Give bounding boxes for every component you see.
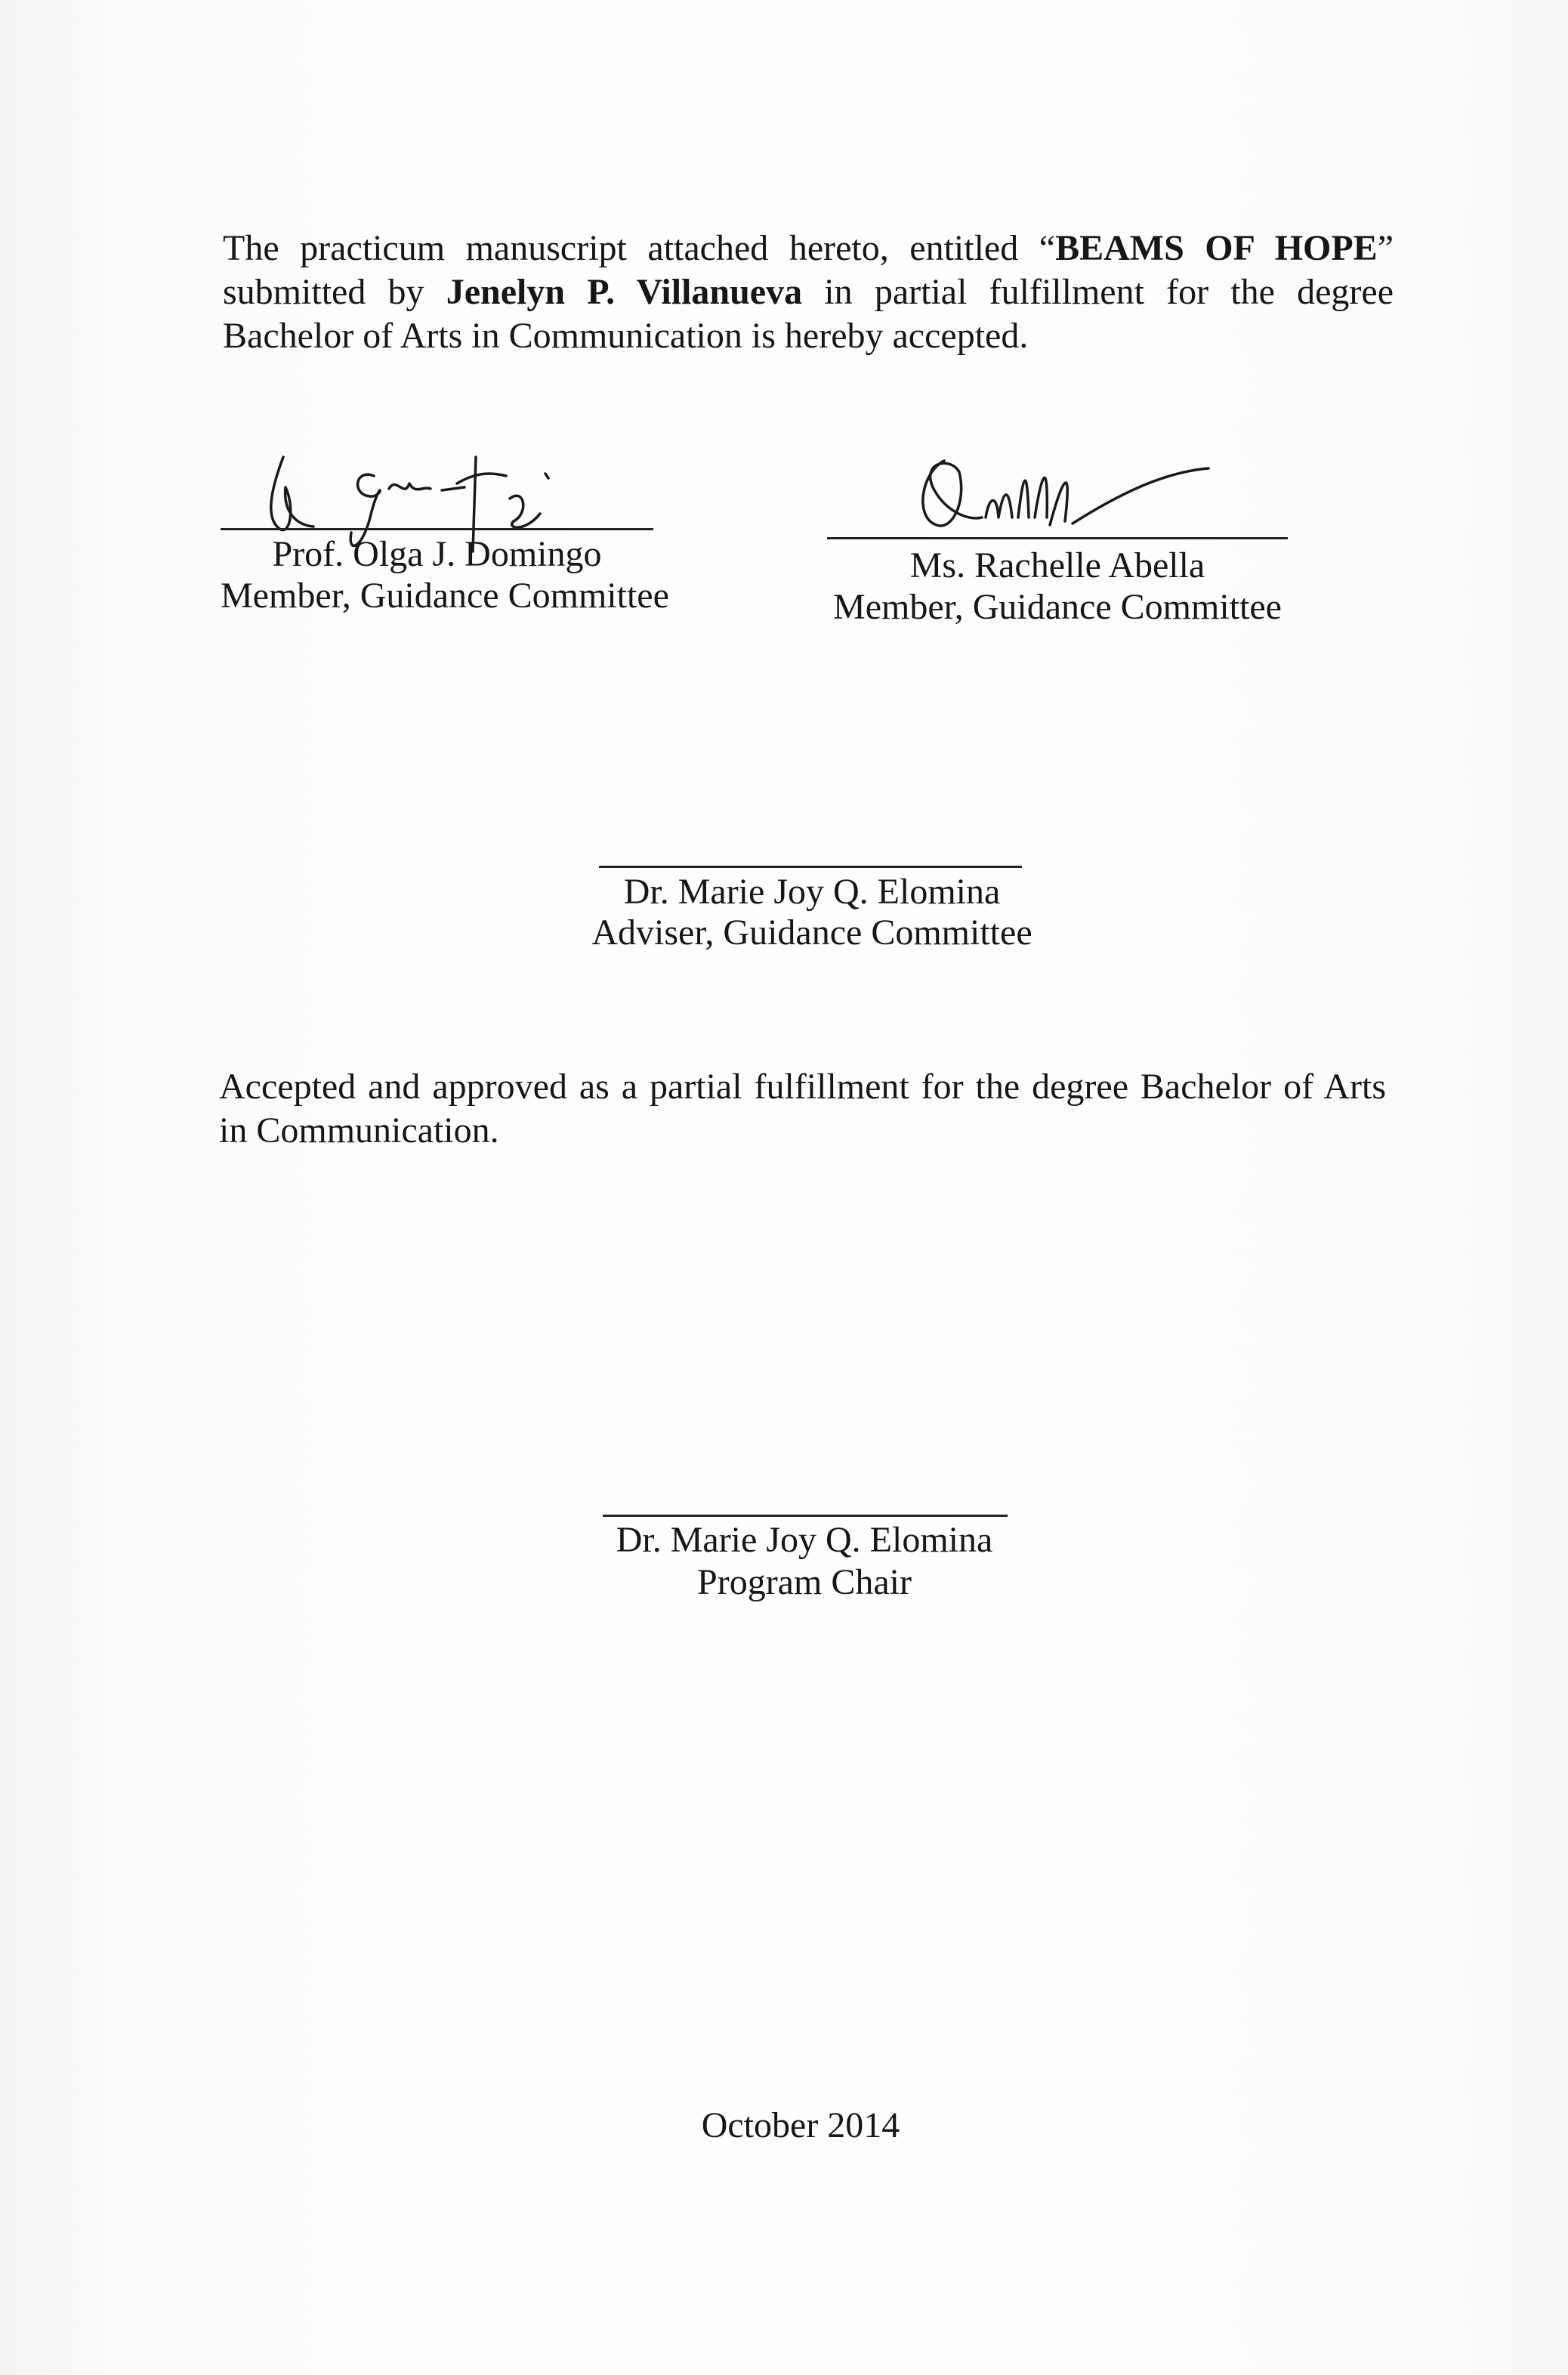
adviser-role: Adviser, Guidance Committee <box>591 913 1032 953</box>
member1-role: Member, Guidance Committee <box>221 576 669 616</box>
chair-name: Dr. Marie Joy Q. Elomina <box>616 1520 993 1560</box>
adviser-name: Dr. Marie Joy Q. Elomina <box>623 872 1001 912</box>
signature-line-member1 <box>221 528 653 530</box>
acceptance-paragraph <box>223 227 1394 358</box>
manuscript-title: BEAMS OF HOPE <box>1055 228 1378 268</box>
chair-role: Program Chair <box>697 1562 912 1602</box>
signature-line-member2 <box>827 537 1288 539</box>
acceptance-text-3: in partial fulfillment for the degree Bachelor of Arts in Communication is hereby accepted. <box>223 272 1394 356</box>
acceptance-text-1: The practicum manuscript attached hereto, entitled “ <box>223 228 1056 268</box>
acceptance-text-2: ” submitted by <box>223 228 1394 312</box>
signature-line-chair <box>603 1515 1008 1517</box>
member2-name: Ms. Rachelle Abella <box>909 545 1205 585</box>
document-date: October 2014 <box>701 2105 900 2145</box>
signature-member2 <box>891 442 1224 548</box>
approval-paragraph: Accepted and approved as a partial fulfillment for the degree Bachelor of Arts in Communication. <box>219 1067 1386 1150</box>
member2-role: Member, Guidance Committee <box>833 587 1282 627</box>
signature-line-adviser <box>599 866 1022 868</box>
author-name: Jenelyn P. Villanueva <box>446 272 803 312</box>
member1-name: Prof. Olga J. Domingo <box>272 534 602 574</box>
